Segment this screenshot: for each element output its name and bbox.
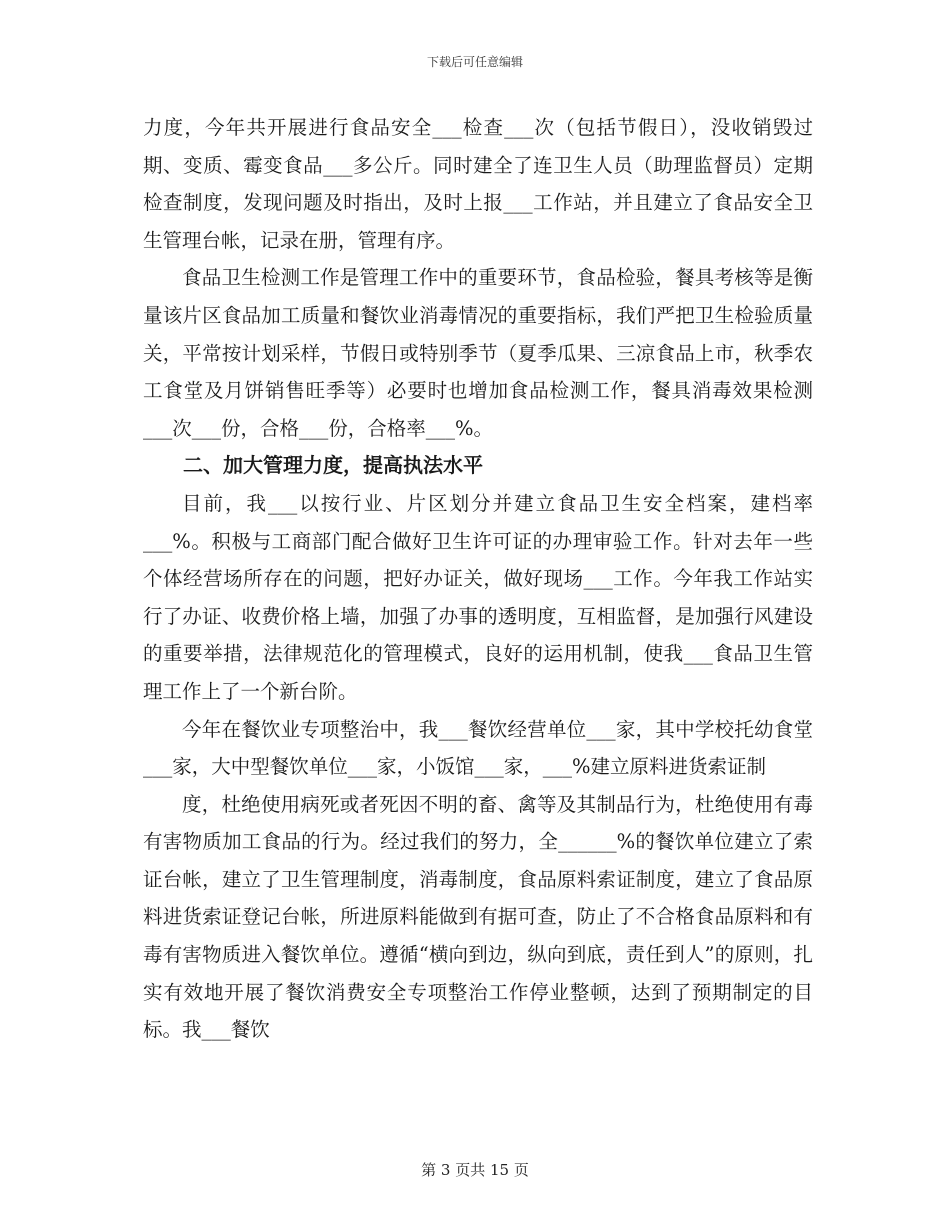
paragraph-1: 力度，今年共开展进行食品安全___检查___次（包括节假日），没收销毁过期、变质、霉变食品___多公斤。同时建全了连卫生人员（助理监督员）定期检查制度，发现问题及时指出，及时上报___工作站，并且建立了食品安全卫生管理台帐，记录在册，管理有序。 [143,116,813,252]
paragraph-5: 度，杜绝使用病死或者死因不明的畜、禽等及其制品行为，杜绝使用有毒有害物质加工食品的行为。经过我们的努力，全______%的餐饮单位建立了索证台帐，建立了卫生管理制度，消毒制度，食品原料索证制度，建立了食品原料进货索证登记台帐，所进原料能做到有据可查，防止了不合格食品原料和有毒有害物质进入餐饮单位。遵循“横向到边，纵向到底，责任到人”的原则，扎实有效地开展了餐饮消费安全专项整治工作停业整顿，达到了预期制定的目标。我___餐饮 [143,792,813,1042]
paragraph-3: 目前，我___以按行业、片区划分并建立食品卫生安全档案，建档率___%。积极与工商部门配合做好卫生许可证的办理审验工作。针对去年一些个体经营场所存在的问题，把好办证关，做好现场___工作。今年我工作站实行了办证、收费价格上墙，加强了办事的透明度，互相监督，是加强行风建设的重要举措，法律规范化的管理模式，良好的运用机制，使我___食品卫生管理工作上了一个新台阶。 [143,491,813,703]
page-footer: 第 3 页共 15 页 [421,1161,529,1179]
section-heading-2: 二、加大管理力度，提高执法水平 [183,453,483,478]
document-body [143,109,813,1049]
page-header: 下载后可任意编辑 [426,55,523,69]
paragraph-2: 食品卫生检测工作是管理工作中的重要环节，食品检验，餐具考核等是衡量该片区食品加工质量和餐饮业消毒情况的重要指标，我们严把卫生检验质量关，平常按计划采样，节假日或特别季节（夏季瓜果、三凉食品上市，秋季农工食堂及月饼销售旺季等）必要时也增加食品检测工作，餐具消毒效果检测___次___份，合格___份，合格率___%。 [143,266,813,440]
paragraph-4: 今年在餐饮业专项整治中，我___餐饮经营单位___家，其中学校托幼食堂___家，大中型餐饮单位___家，小饭馆___家，___%建立原料进货索证制 [143,717,813,779]
